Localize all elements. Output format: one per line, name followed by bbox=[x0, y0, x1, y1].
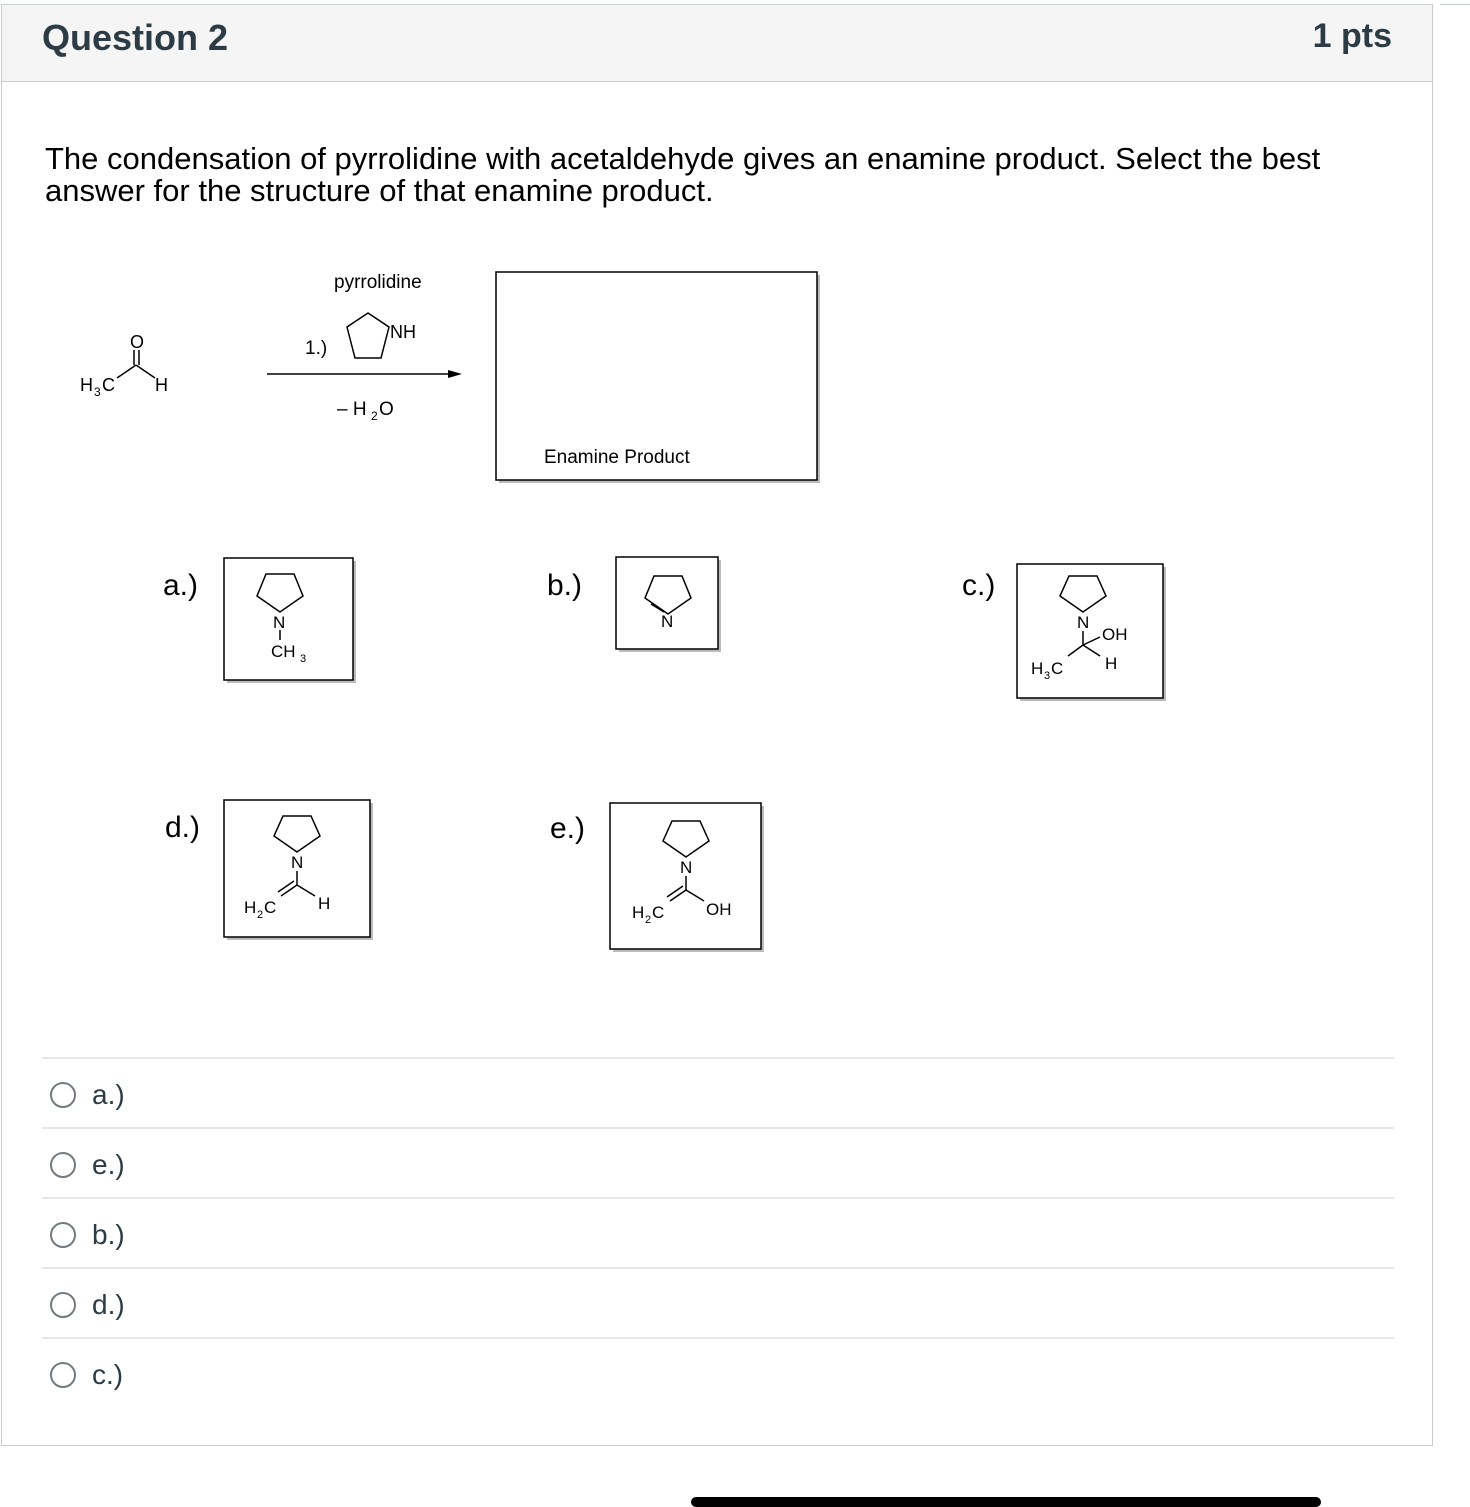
option-e-structure bbox=[610, 803, 764, 952]
answer-label: a.) bbox=[92, 1079, 125, 1110]
option-c-h3c-h: H bbox=[1031, 659, 1044, 678]
option-c-oh: OH bbox=[1102, 625, 1128, 644]
product-box-label: Enamine Product bbox=[544, 447, 690, 468]
answer-option[interactable] bbox=[50, 1285, 125, 1325]
option-b-structure bbox=[616, 557, 721, 652]
home-indicator bbox=[691, 1497, 1321, 1507]
option-d-h2c-h: H bbox=[244, 898, 257, 917]
option-b-n: N bbox=[661, 612, 674, 631]
option-e-h2c-c: C bbox=[652, 903, 665, 922]
option-c-h: H bbox=[1105, 654, 1118, 673]
question-points: 1 pts bbox=[1312, 17, 1392, 55]
answer-divider bbox=[42, 1127, 1394, 1129]
option-e-label: e.) bbox=[550, 812, 586, 845]
answer-option[interactable] bbox=[50, 1145, 125, 1185]
option-d-structure bbox=[224, 800, 373, 940]
option-a-n: N bbox=[273, 613, 286, 632]
radio-button[interactable] bbox=[50, 1222, 76, 1248]
answer-divider bbox=[42, 1057, 1394, 1059]
reagent-nh: NH bbox=[390, 322, 416, 342]
answer-label: e.) bbox=[92, 1149, 125, 1180]
option-c-label: c.) bbox=[962, 569, 996, 602]
answer-divider bbox=[42, 1197, 1394, 1199]
radio-button[interactable] bbox=[50, 1362, 76, 1388]
answer-label: c.) bbox=[92, 1359, 124, 1390]
sm-sub3: 3 bbox=[94, 385, 101, 399]
answer-option[interactable] bbox=[50, 1355, 123, 1395]
option-c-structure bbox=[1017, 564, 1166, 701]
option-a-ch: CH bbox=[271, 642, 296, 661]
byproduct-sub: 2 bbox=[371, 409, 378, 423]
sm-h: H bbox=[80, 375, 93, 395]
answer-divider bbox=[42, 1337, 1394, 1339]
answer-label: d.) bbox=[92, 1289, 125, 1320]
option-e-h2c-sub: 2 bbox=[645, 914, 652, 926]
byproduct-suffix: O bbox=[379, 399, 394, 420]
radio-button[interactable] bbox=[50, 1152, 76, 1178]
option-e-h2c-h: H bbox=[632, 903, 645, 922]
answer-divider bbox=[42, 1267, 1394, 1269]
radio-button[interactable] bbox=[50, 1292, 76, 1318]
option-c-n: N bbox=[1077, 613, 1090, 632]
sm-o: O bbox=[130, 332, 145, 352]
answer-option[interactable] bbox=[50, 1075, 125, 1115]
step-label: 1.) bbox=[305, 338, 328, 359]
acetaldehyde-structure bbox=[80, 332, 168, 399]
option-c-h3c-sub: 3 bbox=[1044, 670, 1051, 682]
answer-option[interactable] bbox=[50, 1215, 125, 1255]
question-title: Question 2 bbox=[42, 17, 229, 58]
option-a-sub: 3 bbox=[300, 653, 307, 665]
sm-c: C bbox=[102, 375, 115, 395]
option-d-h2c-sub: 2 bbox=[257, 909, 264, 921]
option-e-n: N bbox=[680, 858, 693, 877]
option-c-h3c-c: C bbox=[1051, 659, 1064, 678]
option-d-h2c-c: C bbox=[264, 898, 277, 917]
option-d-label: d.) bbox=[165, 811, 201, 844]
product-box bbox=[496, 272, 820, 483]
option-a-label: a.) bbox=[163, 569, 199, 602]
radio-button[interactable] bbox=[50, 1082, 76, 1108]
option-d-h: H bbox=[318, 894, 331, 913]
reaction-conditions bbox=[267, 272, 462, 423]
sm-aldehyde-h: H bbox=[155, 375, 168, 395]
prompt-line-2: answer for the structure of that enamine product. bbox=[45, 173, 714, 208]
prompt-line-1: The condensation of pyrrolidine with acetaldehyde gives an enamine product. Select the best bbox=[45, 141, 1321, 176]
option-b-label: b.) bbox=[547, 569, 583, 602]
answer-label: b.) bbox=[92, 1219, 125, 1250]
option-e-oh: OH bbox=[706, 900, 732, 919]
byproduct-prefix: – H bbox=[337, 399, 367, 420]
option-a-structure bbox=[224, 558, 356, 683]
option-d-n: N bbox=[291, 853, 304, 872]
reagent-name: pyrrolidine bbox=[334, 272, 422, 293]
